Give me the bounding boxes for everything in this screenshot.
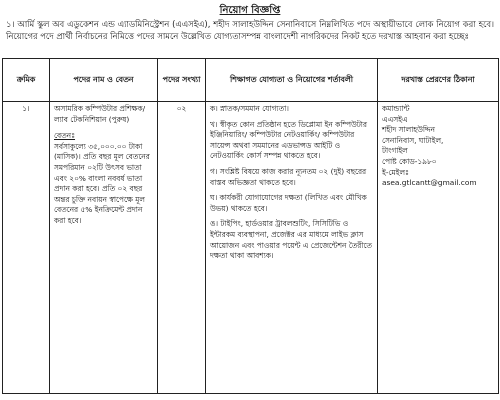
- intro-paragraph: ১। আর্মি স্কুল অব এডুকেশন এন্ড এ্যাডমিনিস্ট্রেশন (এএসইএ), শহীদ সালাহউদ্দিন সেনানিবাসে নিম্নলিখিত পদে অস্থায়ীভাবে লোক নিয়োগ করা হবে। নিয়োগের পদে প্রার্থী নির্বাচনের নিমিত্তে পদের সামনে উল্লেখিত যোগ্যতাসম্পন্ন বাংলাদেশী নাগরিকদের নিকট হতে দরখাস্ত আহবান করা হচ্ছেঃ: [6, 19, 494, 41]
- cell-post: [50, 102, 158, 394]
- table-row: [3, 102, 499, 394]
- header-address: দরখাস্ত প্রেরণের ঠিকানা: [378, 59, 499, 102]
- cell-count: ০২: [158, 102, 206, 394]
- header-qualification: শিক্ষাগত যোগ্যতা ও নিয়োগের শর্তাবলী: [206, 59, 378, 102]
- email-address: asea.gtlcantt@gmail.com: [382, 178, 477, 188]
- qualification-item: ক। স্নাতক/সমমান যোগ্যতা।: [210, 104, 289, 113]
- cell-address: [378, 102, 499, 394]
- header-count: পদের সংখ্যা: [158, 59, 206, 102]
- header-post: পদের নাম ও বেতন: [50, 59, 158, 102]
- cell-qualification: [206, 102, 378, 394]
- notice-title-text: নিয়োগ বিজ্ঞপ্তি: [219, 5, 281, 16]
- qualification-item: খ। স্বীকৃত কোন প্রতিষ্ঠান হতে ডিপ্লোমা ইন কম্পিউটার ইঞ্জিনিয়ারিং/ কম্পিউটার নেটওয়ার্কিং/ কম্পিউটার সায়েন্স অথবা সমমানের এডভান্সড আইটি ও নেটওয়ার্কিং কোর্স সম্পন্ন থাকতে হবে।: [210, 119, 367, 161]
- salary-heading: বেতনঃ: [54, 131, 76, 141]
- post-title: অসামরিক কম্পিউটার প্রশিক্ষক/ ল্যাব টেকনিশিয়ান (পুরুষ): [54, 104, 146, 124]
- qualification-item: ঘ। কার্যকরী যোগাযোগের দক্ষতা (লিখিত এবং মৌখিক উভয়) থাকতে হবে।: [210, 193, 367, 213]
- vacancy-table: [2, 58, 499, 394]
- table-header-row: [3, 59, 499, 102]
- address-line: এএসইএ: [382, 114, 408, 124]
- salary-text: সর্বসাকুল্যে ৩৫,০০০.০০ টাকা (মাসিক)। প্রতি বছর মূল বেতনের সমপরিমান ০২টি উৎসব ভাতা এবং ২০% বাংলা নববর্ষ ভাতা প্রদান করা হবে। প্রতি ০২ বছর অন্তর চুক্তি নবায়ন স্বাপেক্ষে মূল বেতনের ৫% ইনক্রিমেন্ট প্রদান করা হবে।: [54, 141, 150, 225]
- address-line: সেনানিবাস, ঘাটাইল,: [382, 135, 444, 145]
- address-line: শহীদ সালাহউদ্দিন: [382, 125, 435, 135]
- qualification-item: গ। সংশ্লিষ্ট বিষয়ে কাজ করার ন্যূনতম ০২ (দুই) বছরের বাস্তব অভিজ্ঞতা থাকতে হবে।: [210, 166, 367, 187]
- header-serial: ক্রমিক: [3, 59, 50, 102]
- address-line: ই-মেইলঃ: [382, 167, 409, 177]
- address-line: পোষ্ট কোড-১৯৮০: [382, 156, 437, 166]
- address-line: কমান্ড্যান্ট: [382, 104, 410, 113]
- address-line: টাংগাইল: [382, 146, 408, 156]
- qualification-item: ঙ। টাইপিং, হার্ডওয়ার ট্রাবলশুটিং, সিসিটিভি ও ইন্টারকম ব্যবস্থাপনা, প্রজেক্টর এর মাধ্যমে লাইভ ক্লাস আয়োজন এবং পাওয়ার পয়েন্ট এ প্রেজেন্টেশন তৈরীতে দক্ষতা থাকা আবশ্যক।: [210, 219, 372, 261]
- cell-serial: ১।: [3, 102, 50, 394]
